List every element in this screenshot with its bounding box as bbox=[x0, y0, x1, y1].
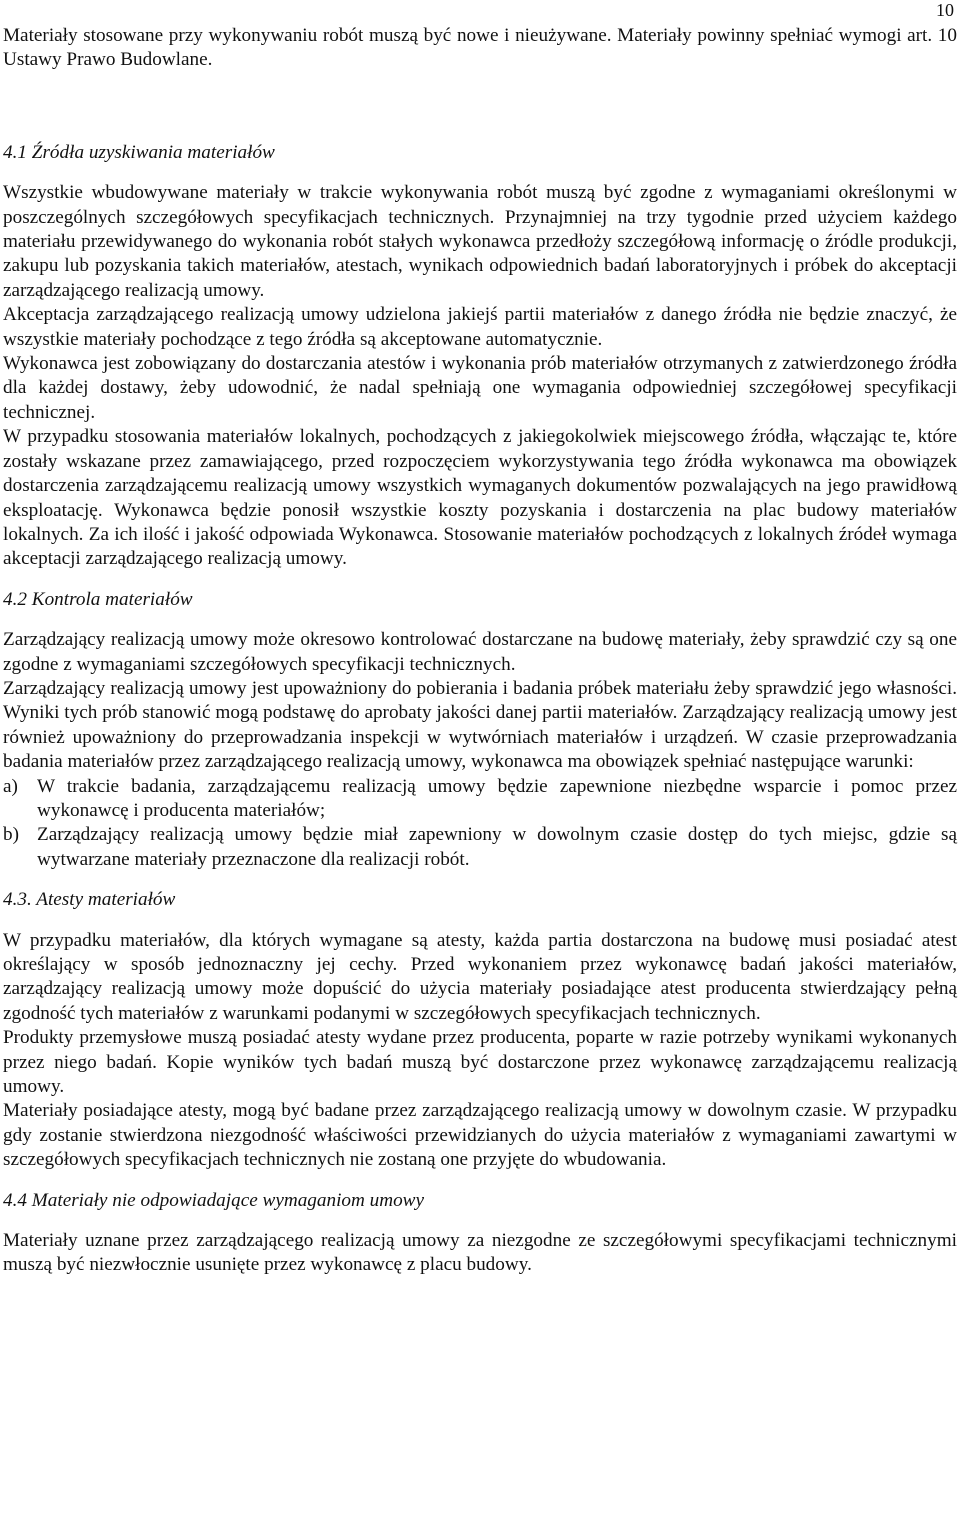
list-item-text: W trakcie badania, zarządzającemu realizacją umowy będzie zapewnione niezbędne wsparcie i pomoc przez wykonawcę i producenta materiałów; bbox=[37, 775, 957, 821]
intro-paragraph: Materiały stosowane przy wykonywaniu robót muszą być nowe i nieużywane. Materiały powinny spełniać wymogi art. 10 Ustawy Prawo Budowlane. bbox=[3, 25, 957, 71]
section-4-3-paragraph: Materiały posiadające atesty, mogą być badane przez zarządzającego realizacją umowy w dowolnym czasie. W przypadku gdy zostanie stwierdzona niezgodność właściwości przewidzianych do użycia materiałów z wymaganiami zawartymi w szczegółowych specyfikacjach technicznych nie zostaną one przyjęte do wbudowania. bbox=[3, 1100, 957, 1171]
section-4-1-paragraph: Wykonawca jest zobowiązany do dostarczania atestów i wykonania prób materiałów otrzymanych z zatwierdzonego źródła dla każdej dostawy, żeby udowodnić, że nadal spełniają one wymagania odpowiedniej szczegółowej specyfikacji technicznej. bbox=[3, 353, 957, 423]
section-heading-4-2: 4.2 Kontrola materiałów bbox=[3, 588, 193, 610]
list-item-letter: a) bbox=[3, 775, 18, 797]
list-item bbox=[3, 823, 957, 872]
page-number: 10 bbox=[936, 0, 954, 20]
section-heading-4-1: 4.1 Źródła uzyskiwania materiałów bbox=[3, 141, 275, 163]
list-item-text: Zarządzający realizacją umowy będzie miał zapewniony w dowolnym czasie dostęp do tych miejsc, gdzie są wytwarzane materiały przeznaczone dla realizacji robót. bbox=[37, 824, 957, 870]
section-4-2-paragraph: Zarządzający realizacją umowy jest upoważniony do pobierania i badania próbek materiału żeby sprawdzić jego własności. Wyniki tych prób stanowić mogą podstawę do aprobaty jakości danej partii materiałów. Zarządzający realizacją umowy jest również upoważniony do przeprowadzania inspekcji w wytwórniach materiałów i urządzeń. W czasie przeprowadzania badania materiałów przez zarządzającego realizacją umowy, wykonawca ma obowiązek spełniać następujące warunki: bbox=[3, 677, 957, 773]
section-4-2-paragraph: Zarządzający realizacją umowy może okresowo kontrolować dostarczane na budowę materiały, żeby sprawdzić czy są one zgodne z wymaganiami szczegółowych specyfikacji technicznych. bbox=[3, 629, 957, 675]
section-4-1-paragraph: Wszystkie wbudowywane materiały w trakcie wykonywania robót muszą być zgodne z wymaganiami określonymi w poszczególnych szczegółowych specyfikacjach technicznych. Przynajmniej na trzy tygodnie przed użyciem każdego materiału przewidywanego do wykonania robót stałych wykonawca przedłoży szczegółową informację o źródle produkcji, zakupu lub pozyskania takich materiałów, atestach, wynikach odpowiednich badań laboratoryjnych i próbek do akceptacji zarządzającego realizacją umowy. bbox=[3, 182, 957, 301]
section-4-4-paragraph: Materiały uznane przez zarządzającego realizacją umowy za niezgodne ze szczegółowymi specyfikacjami technicznymi muszą być niezwłocznie usunięte przez wykonawcę z placu budowy. bbox=[3, 1230, 957, 1276]
section-4-3-paragraph: Produkty przemysłowe muszą posiadać atesty wydane przez producenta, poparte w razie potrzeby wynikami wykonanych przez niego badań. Kopie wyników tych badań muszą być dostarczone przez wykonawcę zarządzającemu realizacją umowy. bbox=[3, 1027, 957, 1098]
list-item-letter: b) bbox=[3, 824, 19, 846]
section-4-1-paragraph: W przypadku stosowania materiałów lokalnych, pochodzących z jakiegokolwiek miejscowego źródła, włączając te, które zostały wskazane przez zamawiającego, przed rozpoczęciem wykorzystywania tego źródła wykonawca ma obowiązek dostarczenia zarządzającemu realizacją umowy wszystkich wymaganych dokumentów pozwalających na jego prawidłową eksploatację. Wykonawca będzie ponosił wszystkie koszty pozyskania i dostarczenia na plac budowy materiałów lokalnych. Za ich ilość i jakość odpowiada Wykonawca. Stosowanie materiałów pochodzących z lokalnych źródeł wymaga akceptacji zarządzającego realizacją umowy. bbox=[3, 426, 957, 570]
section-heading-4-4: 4.4 Materiały nie odpowiadające wymaganiom umowy bbox=[3, 1189, 425, 1211]
list-item bbox=[3, 775, 957, 824]
section-4-1-paragraph: Akceptacja zarządzającego realizacją umowy udzielona jakiejś partii materiałów z danego źródła nie będzie znaczyć, że wszystkie materiały pochodzące z tego źródła są akceptowane automatycznie. bbox=[3, 304, 957, 350]
section-heading-4-3: 4.3. Atesty materiałów bbox=[3, 889, 176, 911]
document-page bbox=[3, 0, 957, 1278]
section-4-3-paragraph: W przypadku materiałów, dla których wymagane są atesty, każda partia dostarczona na budowę musi posiadać atest określający w sposób jednoznaczny jej cechy. Przed wykonaniem przez wykonawcę badań jakości materiałów, zarządzający realizacją umowy może dopuścić do użycia materiały posiadające atest producenta stwierdzający pełną zgodność tych materiałów z warunkami podanymi w szczegółowych specyfikacjach technicznych. bbox=[3, 929, 957, 1024]
